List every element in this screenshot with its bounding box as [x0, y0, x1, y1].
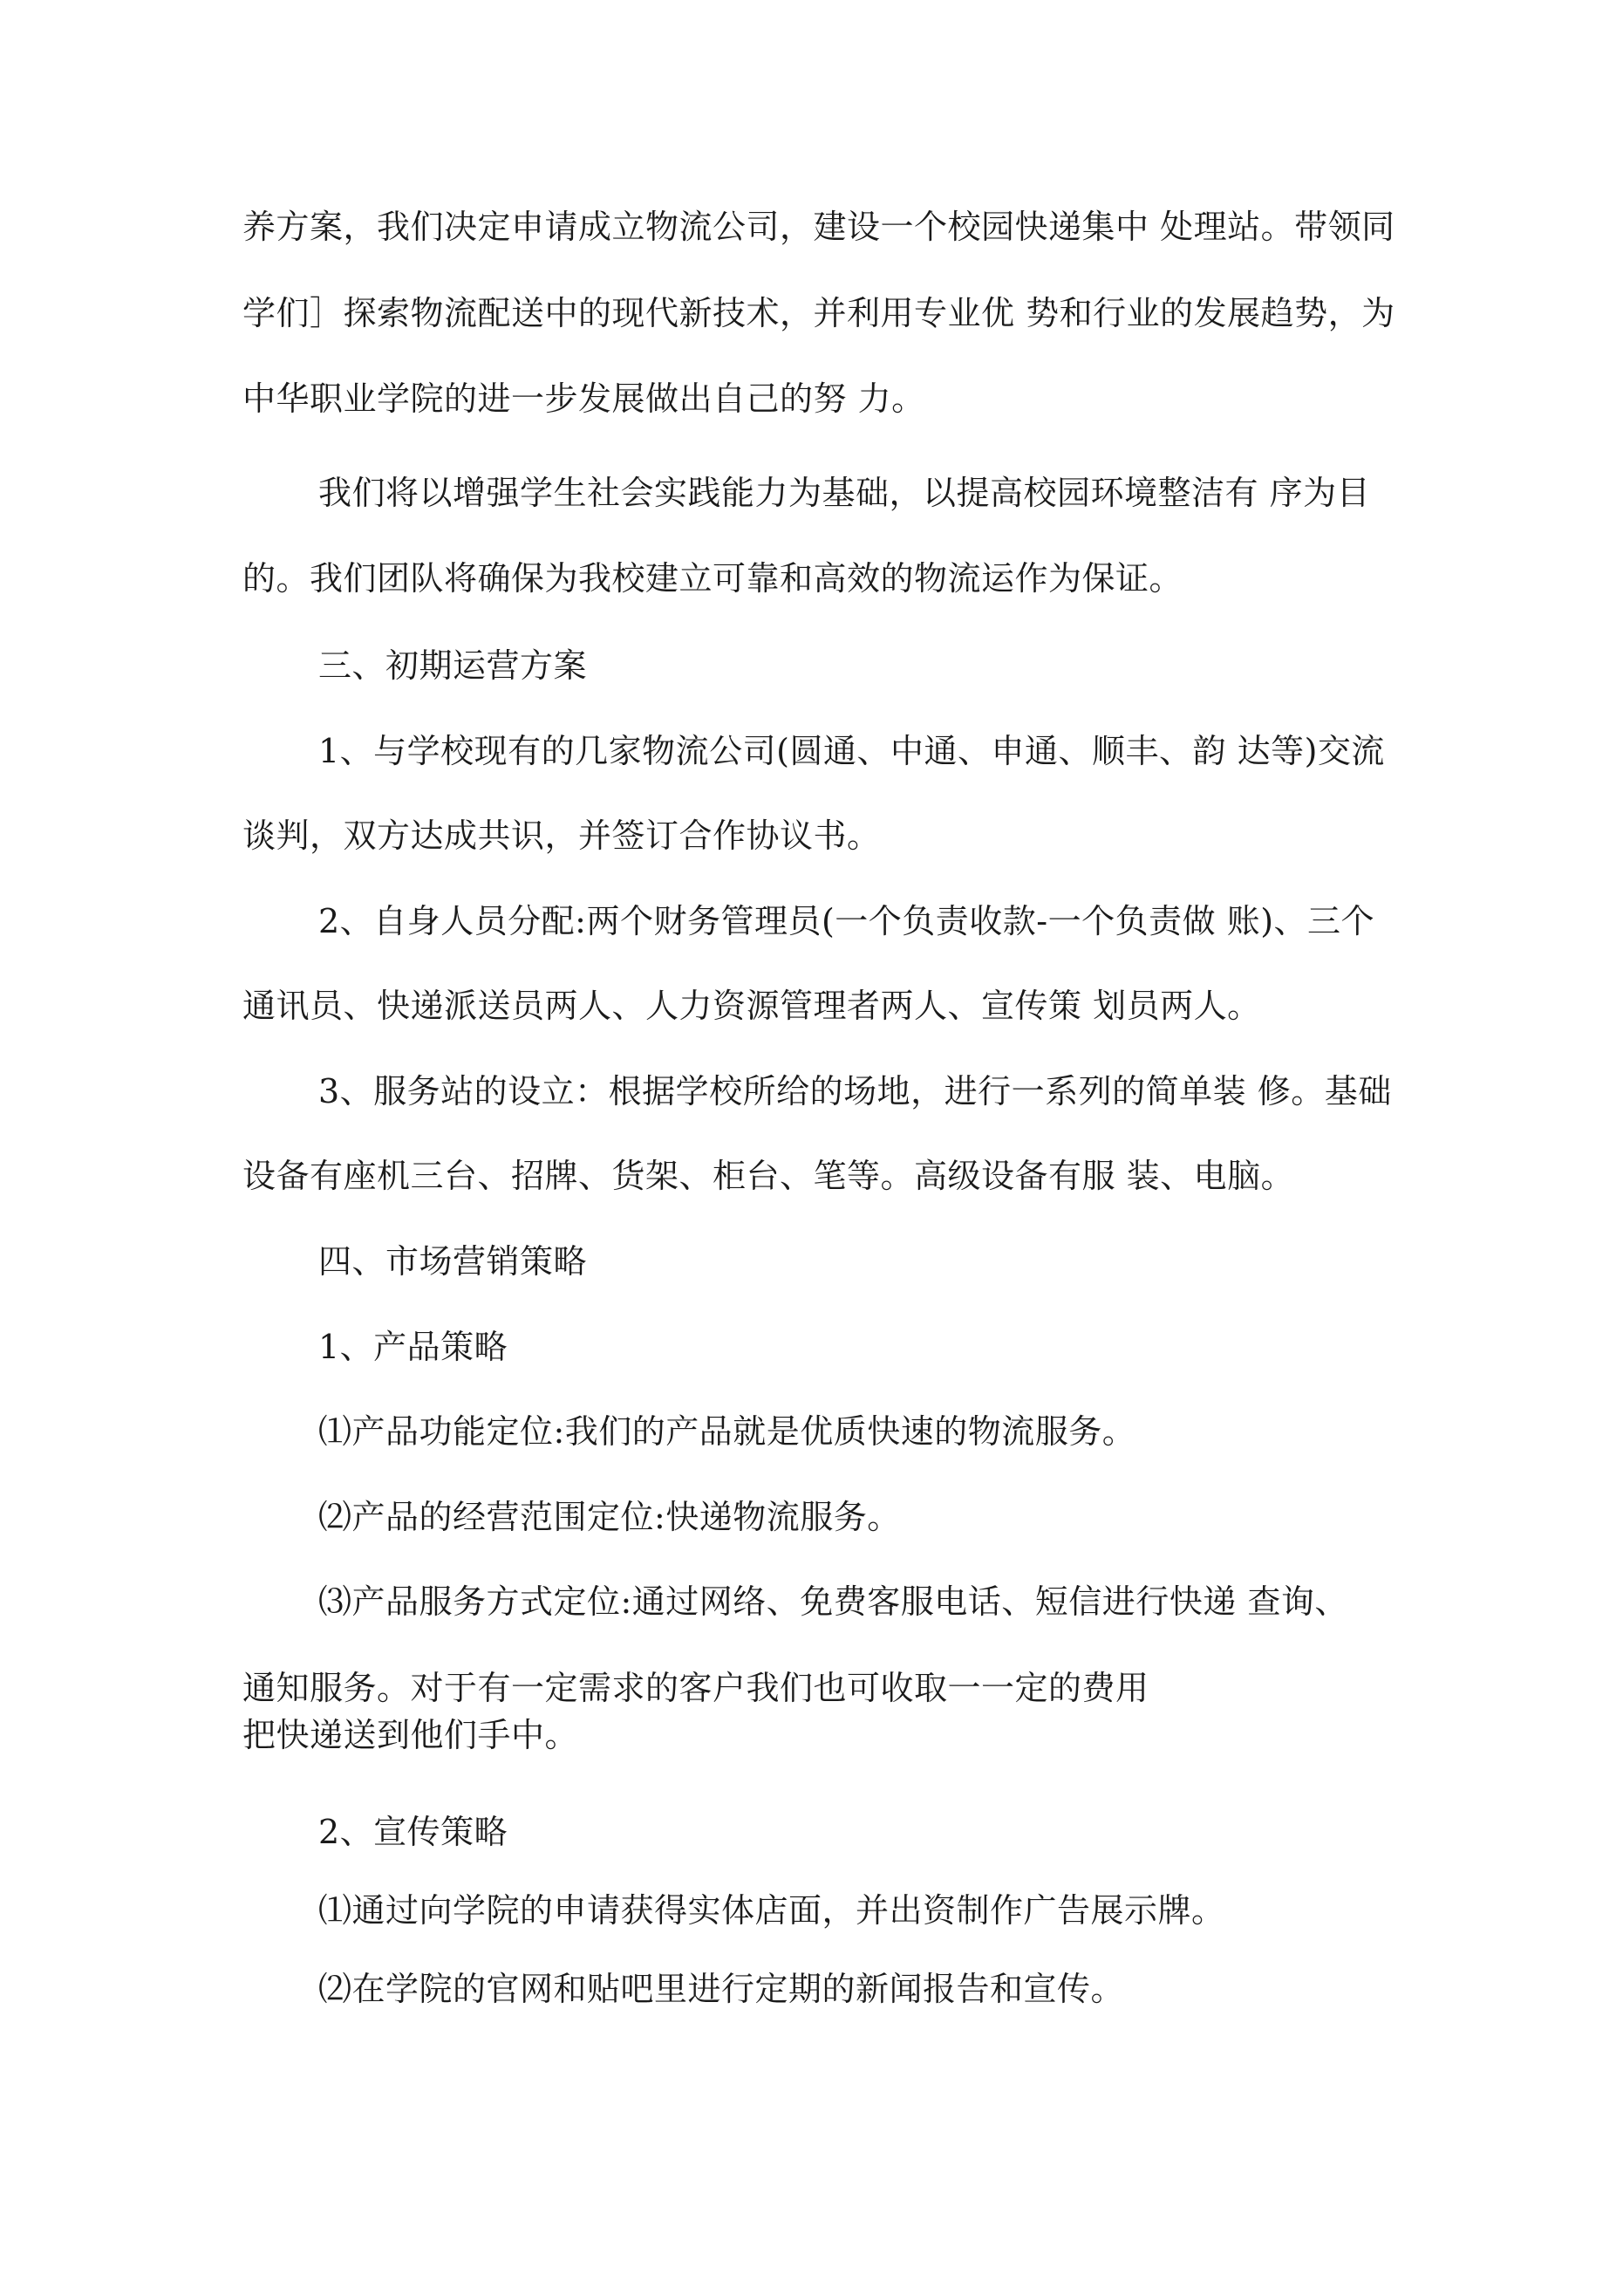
- paragraph-line: 养方案，我们决定申请成立物流公司，建设一个校园快递集中 处理站。带领同: [242, 208, 1395, 246]
- subsection-heading: 2、宣传策略: [318, 1813, 508, 1851]
- paragraph-line: 2、自身人员分配:两个财务管理员(一个负责收款-一个负责做 账)、三个: [318, 902, 1375, 940]
- section-heading: 三、初期运营方案: [318, 646, 588, 685]
- subsection-heading: 1、产品策略: [318, 1328, 508, 1366]
- paragraph-line: 中华职业学院的进一步发展做出自己的努 力。: [242, 379, 925, 418]
- list-item: ⑴通过向学院的申请获得实体店面，并出资制作广告展示牌。: [318, 1891, 1225, 1930]
- paragraph-line: 我们将以增强学生社会实践能力为基础，以提高校园环境整洁有 序为目: [318, 474, 1371, 512]
- list-item: ⑵产品的经营范围定位:快递物流服务。: [318, 1498, 901, 1536]
- paragraph-line: 把快递送到他们手中。: [242, 1716, 579, 1754]
- paragraph-line: 通讯员、快递派送员两人、人力资源管理者两人、宣传策 划员两人。: [242, 987, 1261, 1025]
- list-item: ⑴产品功能定位:我们的产品就是优质快速的物流服务。: [318, 1412, 1136, 1451]
- paragraph-line: 1、与学校现有的几家物流公司(圆通、中通、申通、顺丰、韵 达等)交流: [318, 732, 1385, 770]
- paragraph-line: 学们］探索物流配送中的现代新技术，并利用专业优 势和行业的发展趋势，为: [242, 294, 1395, 332]
- paragraph-line: 通知服务。对于有一定需求的客户我们也可收取一一定的费用: [242, 1669, 1149, 1707]
- paragraph-line: 谈判，双方达成共识，并签订合作协议书。: [242, 817, 881, 855]
- list-item: ⑶产品服务方式定位:通过网络、免费客服电话、短信进行快递 查询、: [318, 1582, 1348, 1621]
- paragraph-line: 设备有座机三台、招牌、货架、柜台、笔等。高级设备有服 装、电脑。: [242, 1157, 1295, 1195]
- section-heading: 四、市场营销策略: [318, 1242, 588, 1281]
- list-item: ⑵在学院的官网和贴吧里进行定期的新闻报告和宣传。: [318, 1970, 1125, 2008]
- paragraph-line: 的。我们团队将确保为我校建立可靠和高效的物流运作为保证。: [242, 559, 1183, 598]
- paragraph-line: 3、服务站的设立：根据学校所给的场地，进行一系列的简单装 修。基础: [318, 1072, 1392, 1110]
